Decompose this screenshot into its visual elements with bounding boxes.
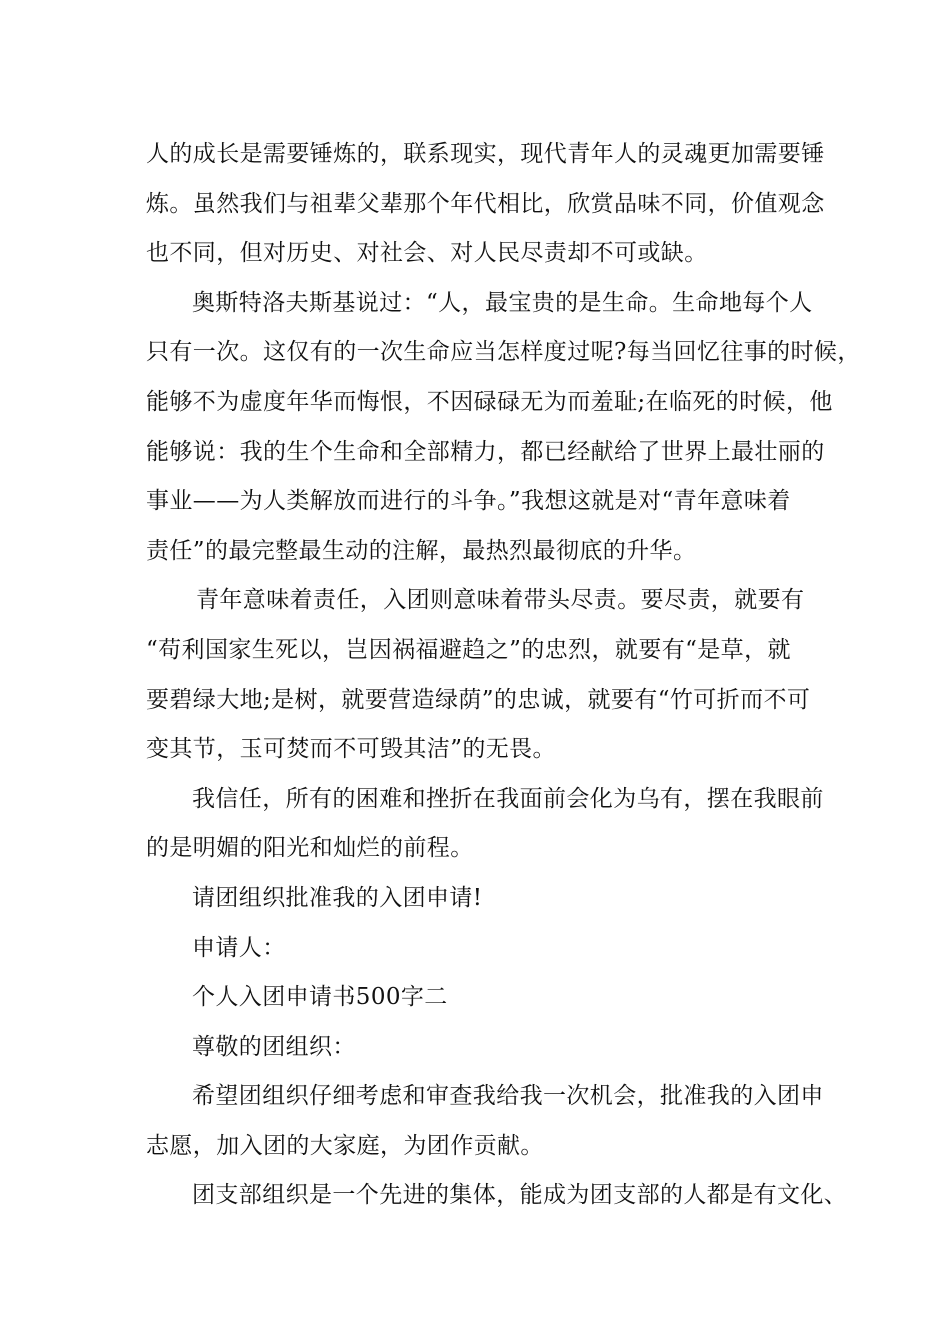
text-line: 炼。虽然我们与祖辈父辈那个年代相比，欣赏品味不同，价值观念 xyxy=(146,190,825,217)
text-line: 申请人： xyxy=(192,934,286,961)
text-line: 尊敬的团组织： xyxy=(192,1033,356,1060)
text-line: 的是明媚的阳光和灿烂的前程。 xyxy=(146,835,474,862)
text-line: 人的成长是需要锤炼的，联系现实，现代青年人的灵魂更加需要锤 xyxy=(146,141,825,167)
paragraph-4 xyxy=(146,775,822,874)
document-body xyxy=(146,130,861,1221)
applicant-label xyxy=(146,924,822,974)
text-line: 要碧绿大地;是树，就要营造绿荫”的忠诚，就要有“竹可折而不可 xyxy=(146,686,811,713)
text-line: 只有一次。这仅有的一次生命应当怎样度过呢?每当回忆往事的时候， xyxy=(146,339,861,366)
text-line: 请团组织批准我的入团申请! xyxy=(192,884,483,911)
text-line: 变其节，玉可焚而不可毁其洁”的无畏。 xyxy=(146,736,556,763)
text-line: 青年意味着责任，入团则意味着带头尽责。要尽责，就要有 xyxy=(196,587,805,614)
text-line: 志愿，加入团的大家庭，为团作贡献。 xyxy=(146,1132,544,1159)
text-line: 责任”的最完整最生动的注解，最热烈最彻底的升华。 xyxy=(146,537,697,564)
paragraph-3 xyxy=(146,576,822,774)
text-line: 奥斯特洛夫斯基说过：“人，最宝贵的是生命。生命地每个人 xyxy=(192,289,813,316)
text-line: 希望团组织仔细考虑和审查我给我一次机会，批准我的入团申 xyxy=(192,1083,824,1110)
text-line: 也不同，但对历史、对社会、对人民尽责却不可或缺。 xyxy=(146,240,708,267)
text-line: 能够说：我的生个生命和全部精力，都已经献给了世界上最壮丽的 xyxy=(146,438,825,465)
text-line: 我信任，所有的困难和挫折在我面前会化为乌有，摆在我眼前 xyxy=(192,785,824,812)
salutation xyxy=(146,1023,822,1073)
paragraph-2 xyxy=(146,279,861,577)
section-heading xyxy=(146,973,822,1023)
paragraph-10 xyxy=(146,1171,848,1221)
text-line: 能够不为虚度年华而悔恨，不因碌碌无为而羞耻;在临死的时候，他 xyxy=(146,388,833,415)
paragraph-1 xyxy=(146,130,825,279)
paragraph-5 xyxy=(146,874,822,924)
text-line: 个人入团申请书500字二 xyxy=(192,984,448,1011)
text-line: “苟利国家生死以，岂因祸福避趋之”的忠烈，就要有“是草，就 xyxy=(146,636,791,663)
text-line: 事业——为人类解放而进行的斗争。”我想这就是对“青年意味着 xyxy=(146,488,791,515)
paragraph-9 xyxy=(146,1072,822,1171)
text-line: 团支部组织是一个先进的集体，能成为团支部的人都是有文化、 xyxy=(192,1182,848,1209)
